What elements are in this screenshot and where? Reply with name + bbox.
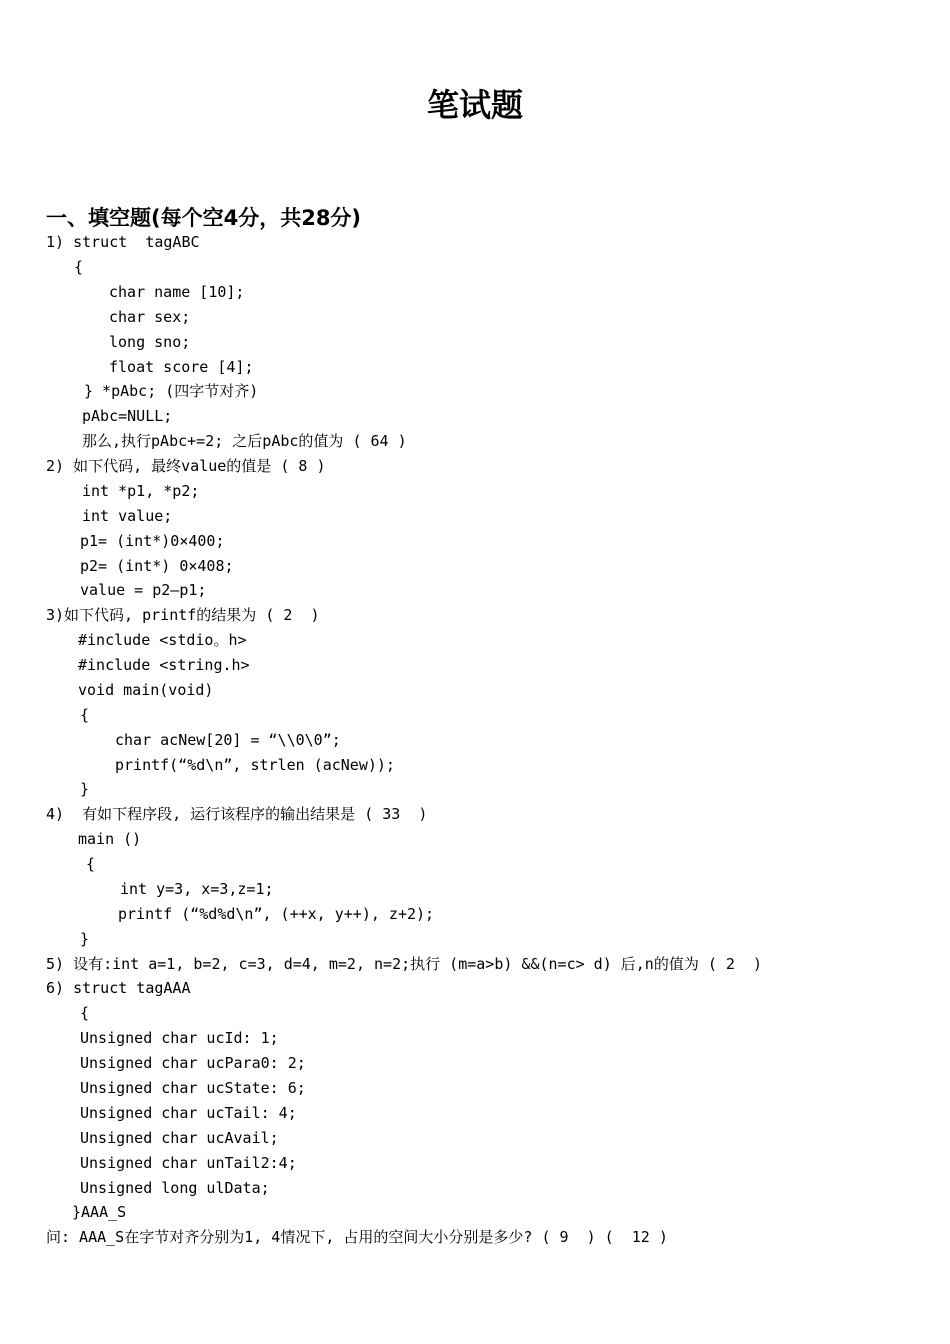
page-title: 笔试题 (426, 86, 523, 124)
text-line: printf (“%d%d\n”, (++x, y++), z+2); (118, 905, 435, 923)
text-line: 4) 有如下程序段, 运行该程序的输出结果是 ( 33 ) (46, 805, 428, 823)
text-line: { (80, 1004, 90, 1022)
section-heading: 一、填空题(每个空4分，共28分) (46, 206, 362, 230)
text-line: } (80, 930, 90, 948)
text-line: 5) 设有:int a=1, b=2, c=3, d=4, m=2, n=2;执行 (m=a>b) &&(n=c> d) 后,n的值为 ( 2 ) (46, 955, 763, 973)
text-line: 2) 如下代码, 最终value的值是 ( 8 ) (46, 457, 326, 475)
text-line: Unsigned char ucTail: 4; (80, 1104, 297, 1122)
text-line: pAbc=NULL; (82, 407, 173, 425)
text-line: float score [4]; (109, 358, 254, 376)
text-line: #include <string.h> (78, 656, 250, 674)
text-line: { (80, 706, 90, 724)
text-line: #include <stdio。h> (78, 631, 247, 649)
text-line: Unsigned long ulData; (80, 1179, 270, 1197)
text-line: printf(“%d\n”, strlen (acNew)); (115, 756, 395, 774)
text-line: 6) struct tagAAA (46, 979, 191, 997)
text-line: 问: AAA_S在字节对齐分别为1, 4情况下, 占用的空间大小分别是多少? ( 9 ) ( 12 ) (46, 1228, 668, 1246)
text-line: int value; (82, 507, 173, 525)
text-line: main () (78, 830, 142, 848)
text-line: Unsigned char ucPara0: 2; (80, 1054, 306, 1072)
text-line: value = p2—p1; (80, 581, 207, 599)
text-line: } (80, 780, 90, 798)
text-line: { (86, 855, 96, 873)
text-line: void main(void) (78, 681, 214, 699)
text-line: Unsigned char ucAvail; (80, 1129, 279, 1147)
text-line: 3)如下代码, printf的结果为 ( 2 ) (46, 606, 320, 624)
text-line: }AAA_S (72, 1203, 127, 1221)
text-line: } *pAbc; (四字节对齐) (84, 382, 259, 400)
text-line: int y=3, x=3,z=1; (120, 880, 274, 898)
text-line: 1) struct tagABC (46, 233, 200, 251)
text-line: Unsigned char ucId: 1; (80, 1029, 279, 1047)
text-line: char acNew[20] = “\\0\0”; (115, 731, 341, 749)
text-line: p2= (int*) 0×408; (80, 557, 234, 575)
text-line: { (74, 258, 84, 276)
text-line: char sex; (109, 308, 191, 326)
text-line: long sno; (109, 333, 191, 351)
text-line: int *p1, *p2; (82, 482, 200, 500)
text-line: char name [10]; (109, 283, 245, 301)
text-line: Unsigned char ucState: 6; (80, 1079, 306, 1097)
text-line: p1= (int*)0×400; (80, 532, 225, 550)
text-line: 那么,执行pAbc+=2; 之后pAbc的值为 ( 64 ) (82, 432, 407, 450)
text-line: Unsigned char unTail2:4; (80, 1154, 297, 1172)
